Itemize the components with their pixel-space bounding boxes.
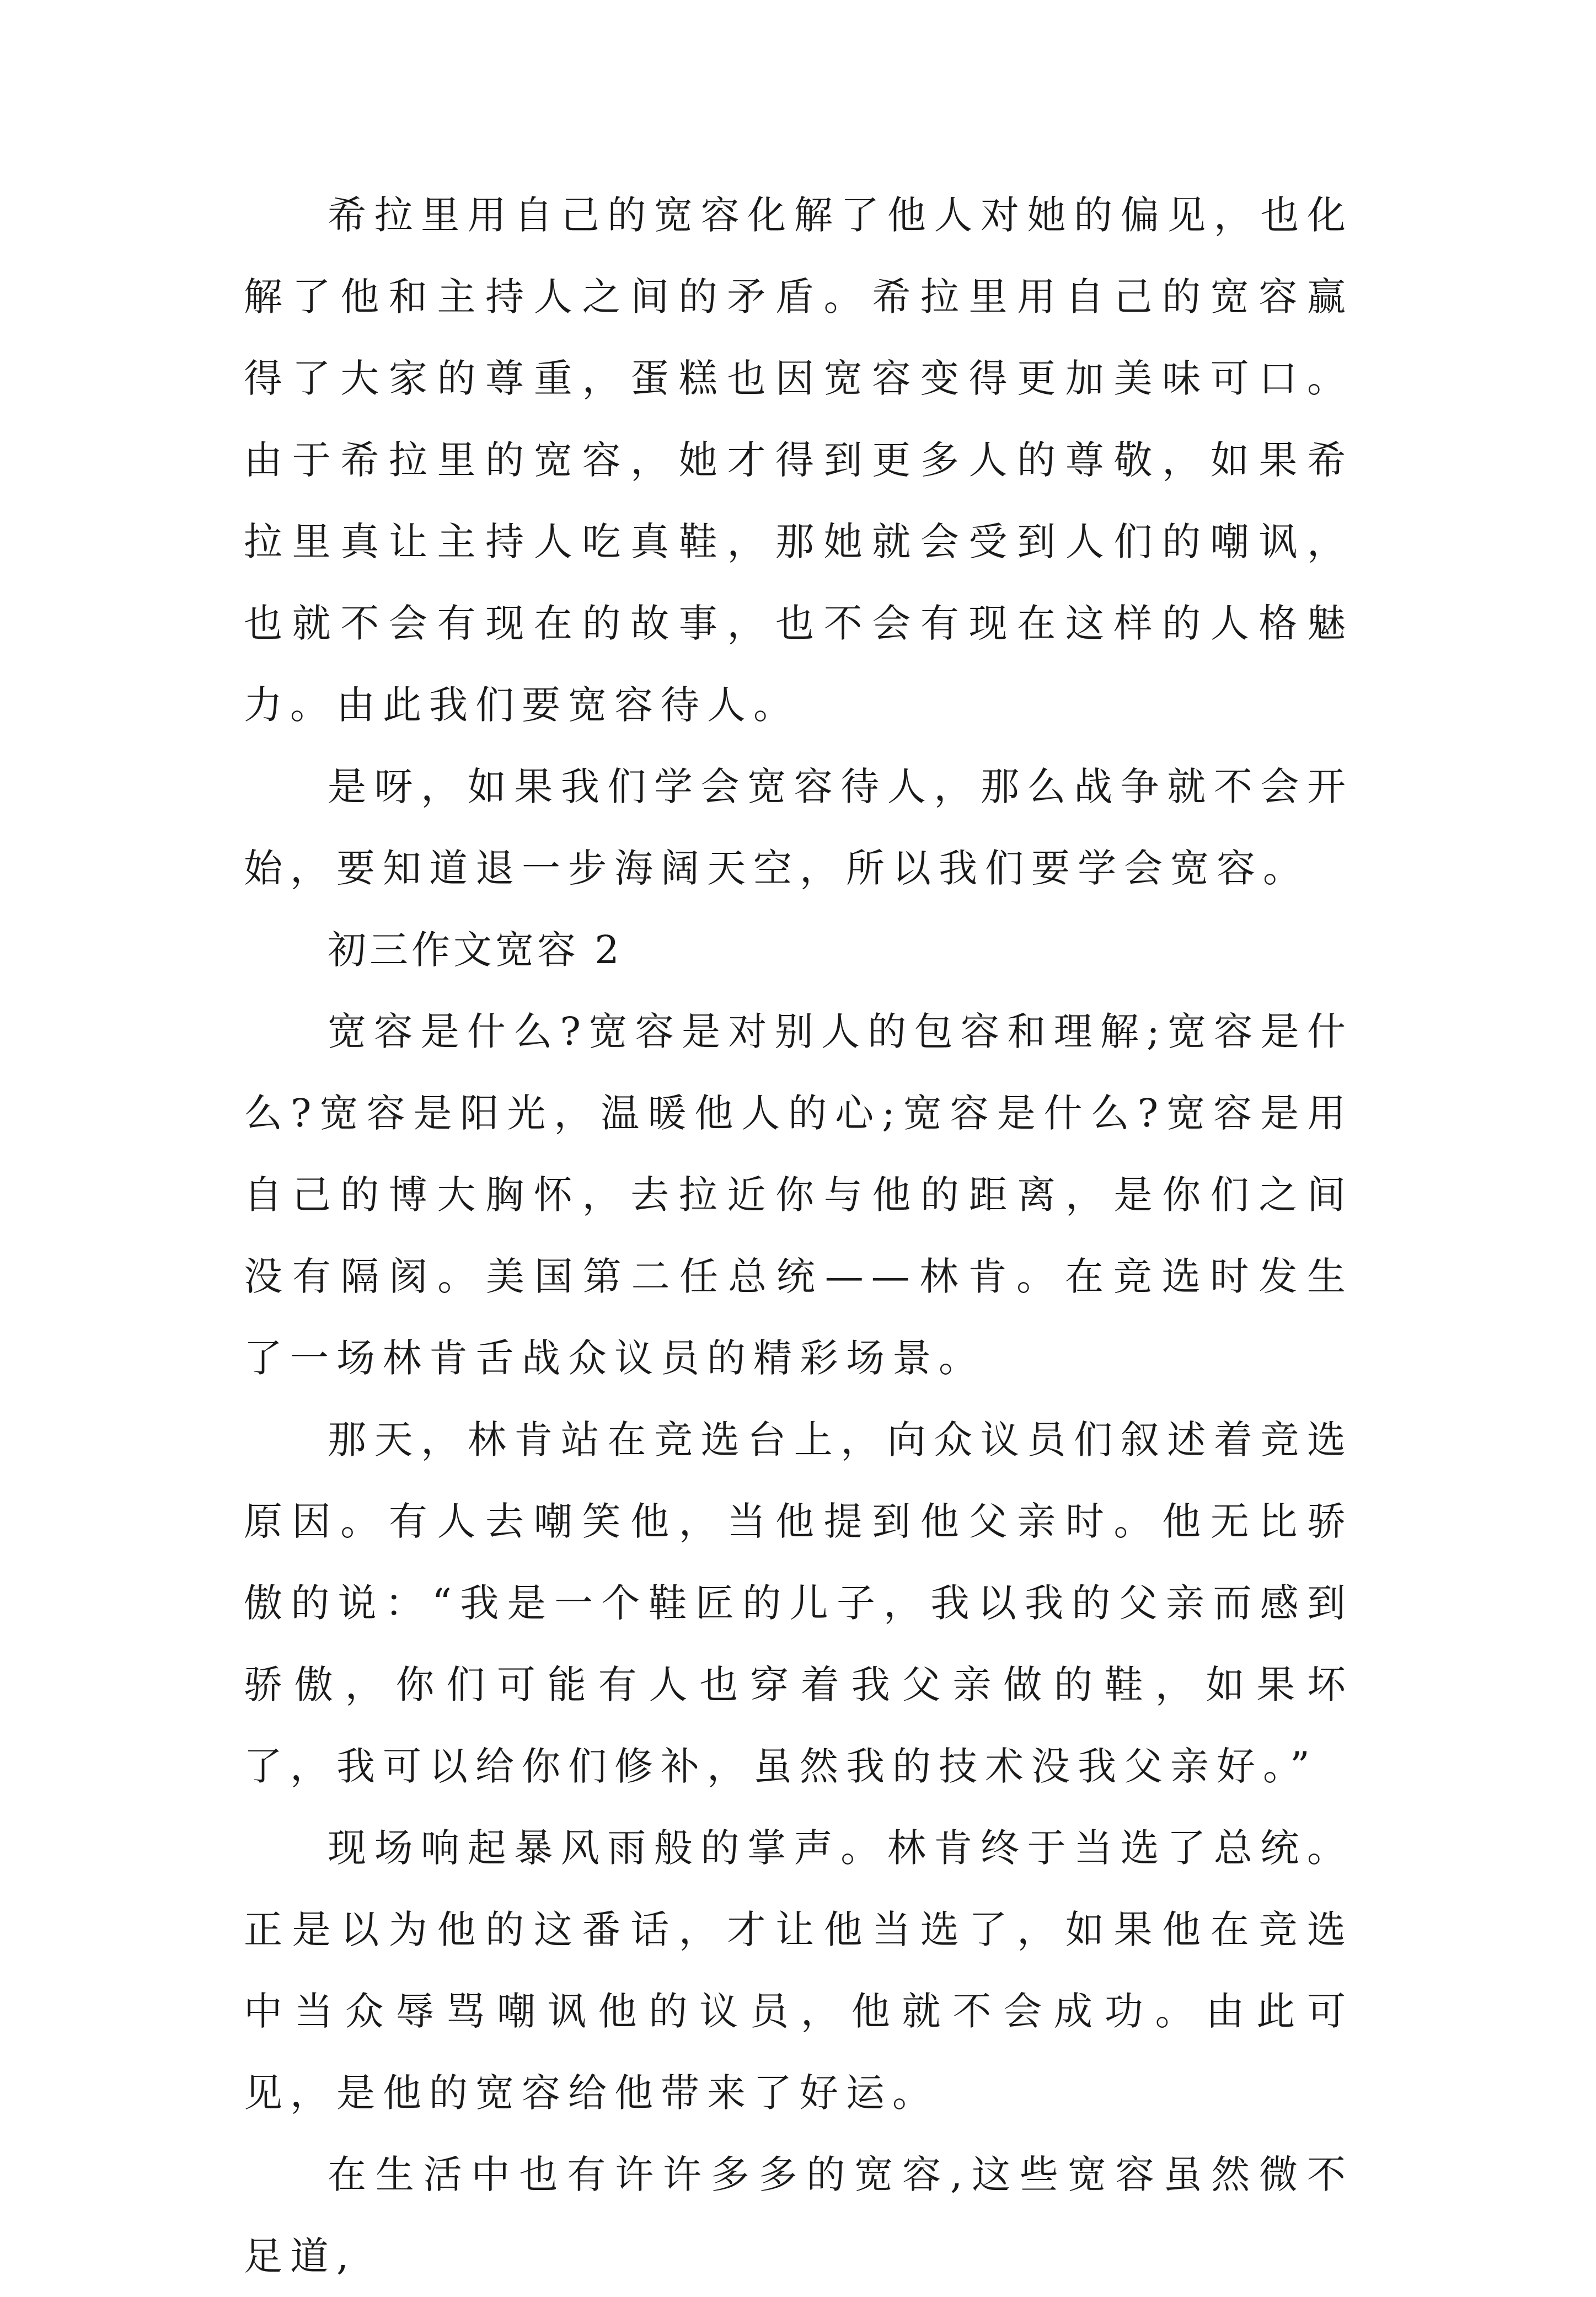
paragraph-applause: 现场响起暴风雨般的掌声。林肯终于当选了总统。正是以为他的这番话，才让他当选了，如果他在竞选中当众辱骂嘲讽他的议员，他就不会成功。由此可见，是他的宽容给他带来了好运。 [244,1825,1353,2116]
paragraph-what-is-tolerance: 宽容是什么?宽容是对别人的包容和理解;宽容是什么?宽容是阳光，温暖他人的心;宽容是什么?宽容是用自己的博大胸怀，去拉近你与他的距离，是你们之间没有隔阂。美国第二任总统——林肯。在竞选时发生了一场林肯舌战众议员的精彩场景。 [244,1009,1353,1381]
paragraph-learn-tolerance: 是呀，如果我们学会宽容待人，那么战争就不会开始，要知道退一步海阔天空，所以我们要学会宽容。 [244,764,1353,891]
paragraph-daily-life: 在生活中也有许许多多的宽容,这些宽容虽然微不足道, [244,2152,1353,2279]
paragraph-hillary-tolerance: 希拉里用自己的宽容化解了他人对她的偏见，也化解了他和主持人之间的矛盾。希拉里用自己的宽容赢得了大家的尊重，蛋糕也因宽容变得更加美味可口。由于希拉里的宽容，她才得到更多人的尊敬，如果希拉里真让主持人吃真鞋，那她就会受到人们的嘲讽，也就不会有现在的故事，也不会有现在这样的人格魅力。由此我们要宽容待人。 [244,193,1353,728]
essay-heading: 初三作文宽容 2 [328,927,623,973]
paragraph-lincoln-speech: 那天，林肯站在竞选台上，向众议员们叙述着竞选原因。有人去嘲笑他，当他提到他父亲时。他无比骄傲的说：“我是一个鞋匠的儿子，我以我的父亲而感到骄傲，你们可能有人也穿着我父亲做的鞋，如果坏了，我可以给你们修补，虽然我的技术没我父亲好。” [244,1417,1353,1789]
document-body [244,174,1353,2297]
